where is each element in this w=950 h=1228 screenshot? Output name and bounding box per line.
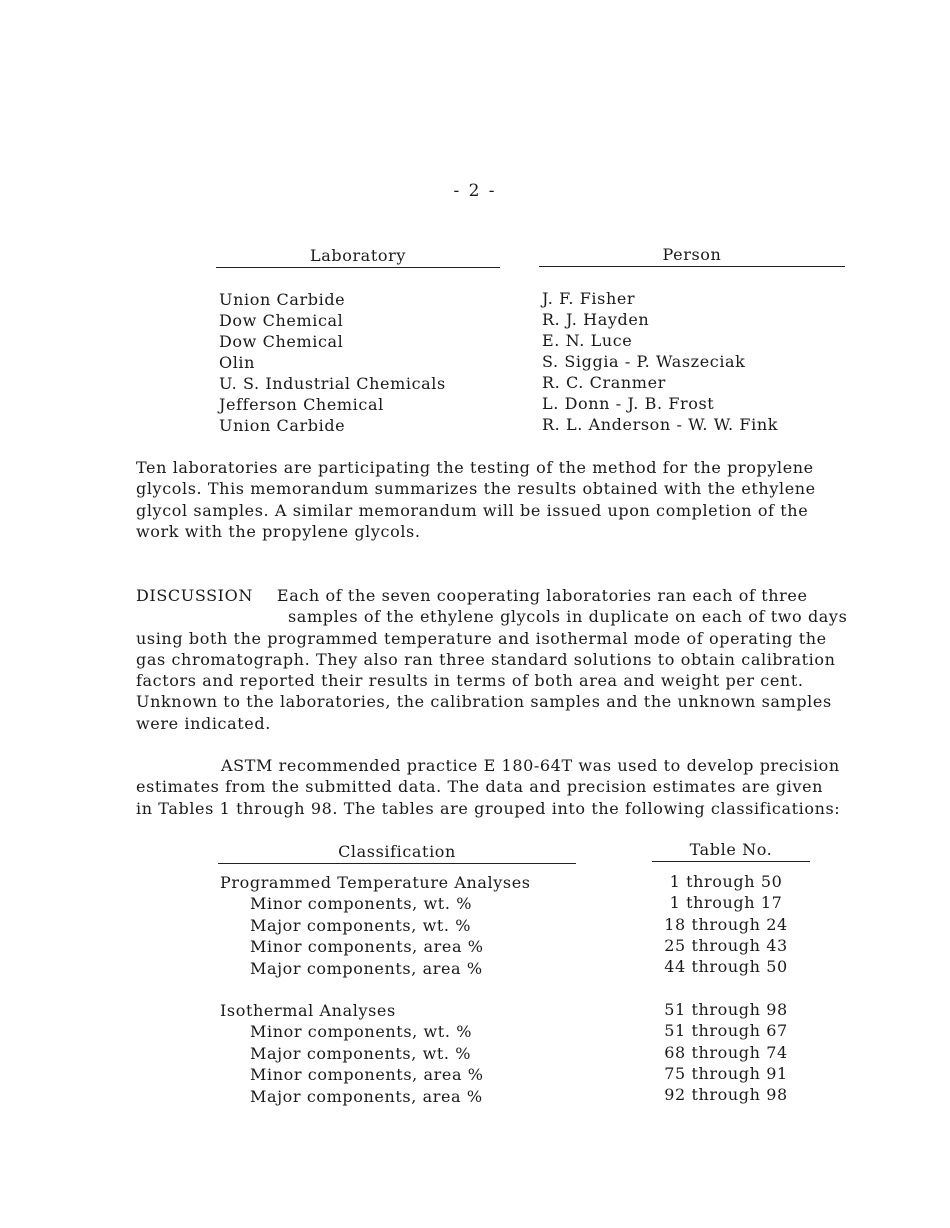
person-cell: R. C. Cranmer <box>542 373 666 392</box>
paragraph-line: Unknown to the laboratories, the calibration samples and the unknown samples <box>136 692 832 712</box>
paragraph-line: glycol samples. A similar memorandum will be issued upon completion of the <box>136 500 809 520</box>
classification-item: Minor components, wt. % <box>250 894 473 913</box>
classification-item: Major components, wt. % <box>250 916 472 935</box>
table-range: 92 through 98 <box>664 1085 788 1104</box>
table-range: 75 through 91 <box>664 1064 788 1083</box>
table-range: 51 through 67 <box>664 1021 788 1040</box>
paragraph-line: in Tables 1 through 98. The tables are grouped into the following classifications: <box>136 798 841 818</box>
person-cell: R. L. Anderson - W. W. Fink <box>542 415 779 434</box>
person-column-header: Person <box>539 245 845 267</box>
paragraph-line: gas chromatograph. They also ran three standard solutions to obtain calibration <box>136 649 836 669</box>
classification-item: Minor components, wt. % <box>250 1022 473 1041</box>
astm-paragraph <box>136 755 916 819</box>
laboratory-column-header: Laboratory <box>216 246 500 268</box>
person-cell: L. Donn - J. B. Frost <box>542 394 715 413</box>
laboratory-cell: U. S. Industrial Chemicals <box>219 374 446 393</box>
laboratory-cell: Union Carbide <box>219 416 346 435</box>
paragraph-line: work with the propylene glycols. <box>136 521 421 541</box>
paragraph-line: Ten laboratories are participating the testing of the method for the propylene <box>136 458 814 477</box>
laboratory-cell: Dow Chemical <box>219 311 344 330</box>
table-range: 1 through 50 <box>669 872 783 891</box>
table-range: 18 through 24 <box>664 915 788 934</box>
paragraph-line: glycols. This memorandum summarizes the results obtained with the ethylene <box>136 479 816 499</box>
classification-item: Major components, area % <box>250 959 483 978</box>
table-no-column-header: Table No. <box>652 840 810 862</box>
person-cell: J. F. Fisher <box>542 289 636 308</box>
laboratory-cell: Dow Chemical <box>219 332 344 351</box>
discussion-section <box>136 585 916 734</box>
table-range: 68 through 74 <box>664 1043 788 1062</box>
classification-group-name: Isothermal Analyses <box>220 1001 396 1020</box>
paragraph-line: using both the programmed temperature and isothermal mode of operating the <box>136 628 827 648</box>
paragraph-line: factors and reported their results in terms of both area and weight per cent. <box>136 671 804 691</box>
discussion-heading: DISCUSSION <box>136 586 253 605</box>
paragraph-line: samples of the ethylene glycols in duplicate on each of two days <box>288 607 848 627</box>
laboratory-cell: Olin <box>219 353 256 372</box>
table-range: 51 through 98 <box>664 1000 788 1019</box>
person-cell: E. N. Luce <box>542 331 633 350</box>
table-range: 1 through 17 <box>669 893 783 912</box>
paragraph-line: were indicated. <box>136 713 271 733</box>
discussion-first-line <box>136 585 916 606</box>
paragraph-line: ASTM recommended practice E 180-64T was used to develop precision <box>221 756 840 775</box>
classification-item: Minor components, area % <box>250 937 484 956</box>
person-cell: S. Siggia - P. Waszeciak <box>542 352 746 371</box>
intro-paragraph <box>136 457 916 542</box>
laboratory-cell: Jefferson Chemical <box>219 395 384 414</box>
table-range: 25 through 43 <box>664 936 788 955</box>
classification-item: Major components, area % <box>250 1087 483 1106</box>
classification-group-name: Programmed Temperature Analyses <box>220 873 531 892</box>
person-cell: R. J. Hayden <box>542 310 650 329</box>
classification-item: Major components, wt. % <box>250 1044 472 1063</box>
page-number: - 2 - <box>453 181 497 201</box>
classification-column-header: Classification <box>218 842 576 864</box>
paragraph-line: Each of the seven cooperating laboratories ran each of three <box>276 586 808 605</box>
paragraph-line: estimates from the submitted data. The data and precision estimates are given <box>136 777 824 797</box>
table-range: 44 through 50 <box>664 957 788 976</box>
laboratory-cell: Union Carbide <box>219 290 346 309</box>
classification-item: Minor components, area % <box>250 1065 484 1084</box>
